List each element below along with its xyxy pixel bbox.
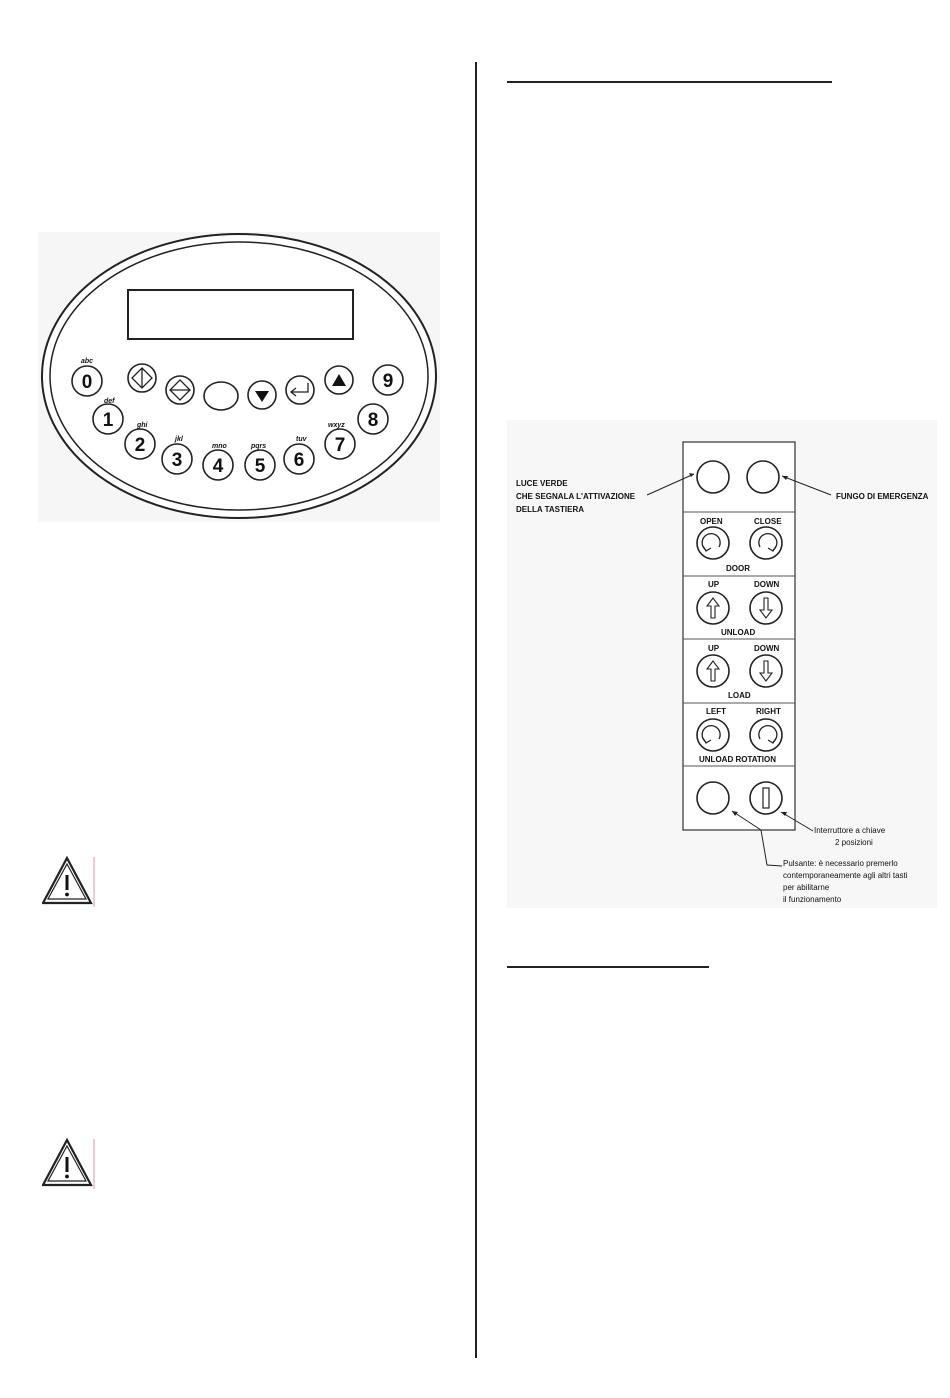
door-open-label: OPEN [700, 517, 723, 526]
keypad-key-9 [373, 365, 403, 395]
keypad-key-digit: 8 [367, 410, 379, 431]
column-divider [475, 62, 477, 1358]
keypad-key-digit: 7 [334, 435, 346, 456]
rotation-left-label: LEFT [706, 707, 726, 716]
warning-icon [42, 855, 96, 914]
load-down-label: DOWN [754, 644, 780, 653]
door-close-label: CLOSE [754, 517, 782, 526]
green-light-label-line3: DELLA TASTIERA [516, 505, 584, 514]
key-5-letters: pqrs [251, 443, 267, 450]
unload-down-label: DOWN [754, 580, 780, 589]
key-4-letters: mno [212, 443, 227, 450]
keypad-key-5 [245, 450, 275, 480]
keypad-key-7 [325, 429, 355, 459]
section-heading-rule-top [507, 81, 832, 83]
door-group-label: DOOR [726, 564, 750, 573]
key-0-letters: abc [81, 358, 94, 365]
keypad-key-6 [284, 444, 314, 474]
numeric-keys [38, 232, 440, 522]
key-switch-label-line1: Interruttore a chiave [814, 826, 886, 835]
keypad-key-1 [93, 404, 123, 434]
unload-group-label: UNLOAD [721, 628, 756, 637]
load-group-label: LOAD [728, 691, 751, 700]
key-1-letters: def [104, 398, 115, 405]
key-6-letters: tuv [296, 436, 307, 443]
keypad-key-digit: 3 [171, 450, 183, 471]
keypad-key-digit: 5 [254, 456, 266, 477]
pushbutton-label-line3: per abilitarne [783, 883, 830, 892]
pushbutton-label-line2: contemporaneamente agli altri tasti [783, 871, 908, 880]
keypad-key-digit: 0 [81, 372, 93, 393]
keypad-key-3 [162, 444, 192, 474]
key-7-letters: wxyz [328, 422, 345, 429]
green-light-label-line1: LUCE VERDE [516, 479, 568, 488]
pushbutton-label-line4: il funzionamento [783, 895, 842, 904]
rotation-right-label: RIGHT [756, 707, 781, 716]
keypad-key-digit: 9 [382, 371, 394, 392]
unload-up-label: UP [708, 580, 720, 589]
warning-icon [42, 1137, 96, 1196]
keypad-key-digit: 2 [134, 435, 146, 456]
load-up-label: UP [708, 644, 720, 653]
keypad-key-0 [72, 366, 102, 396]
emergency-label: FUNGO DI EMERGENZA [836, 492, 929, 501]
keypad-key-2 [125, 429, 155, 459]
keypad-key-digit: 6 [293, 450, 305, 471]
key-2-letters: ghi [137, 422, 148, 429]
green-light-label-line2: CHE SEGNALA L'ATTIVAZIONE [516, 492, 636, 501]
keypad-key-8 [358, 404, 388, 434]
rotation-group-label: UNLOAD ROTATION [699, 755, 777, 764]
section-heading-rule-bottom [507, 966, 709, 968]
pushbutton-label-line1: Pulsante: è necessario premerlo [783, 859, 898, 868]
key-switch-label-line2: 2 posizioni [835, 838, 873, 847]
key-3-letters: jkl [175, 436, 183, 443]
keypad-key-digit: 4 [212, 456, 224, 477]
keypad-key-digit: 1 [102, 410, 114, 431]
keypad-key-4 [203, 450, 233, 480]
